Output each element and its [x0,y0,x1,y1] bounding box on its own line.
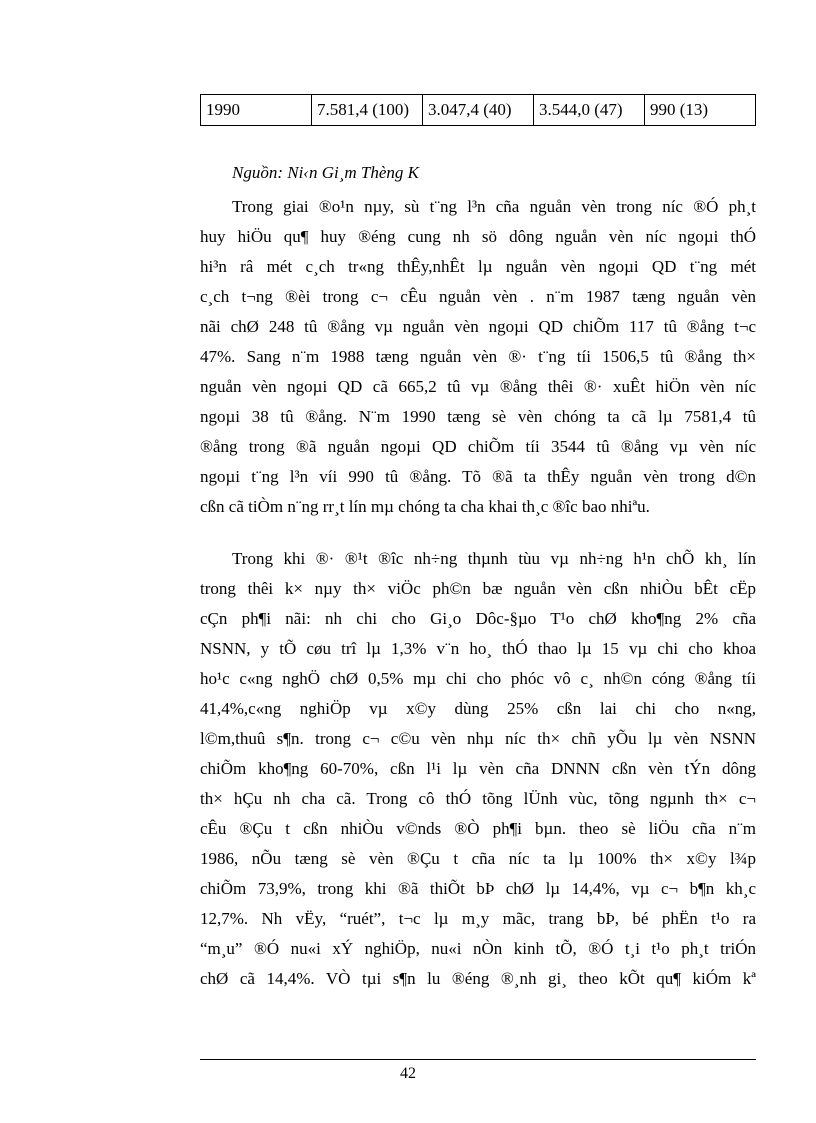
text-line: huy hiÖu qu¶ huy ®éng cung nh sö dông nguån vèn níc ngoµi thÓ [200,227,756,246]
text-line: cÇn ph¶i nãi: nh chi cho Gi¸o Dôc-§µo T¹o chØ kho¶ng 2% cña [200,609,756,628]
table-cell-state: 3.047,4 (40) [423,95,534,126]
text-line: chiÕm 73,9%, trong khi ®ã thiÕt bÞ chØ lµ 14,4%, vµ c¬ b¶n kh¸c [200,879,756,898]
text-line: chiÕm kho¶ng 60-70%, cßn l¹i lµ vèn cña DNNN cßn vèn tÝn dông [200,759,756,778]
paragraph-1 [200,192,756,522]
text-line: ho¹c c«ng nghÖ chØ 0,5% mµ chi cho phóc vô c¸ nh©n cóng ®ång tíi [200,669,756,688]
text-line: 1986, nÕu tæng sè vèn ®Çu t cña níc ta lµ 100% th× x©y l¾p [200,849,756,868]
text-line: 47%. Sang n¨m 1988 tæng nguån vèn ®· t¨ng tíi 1506,5 tû ®ång th× [200,347,756,366]
page-number: 42 [400,1065,416,1082]
text-line: l©m,thuû s¶n. trong c¬ c©u vèn nhµ níc th× chñ yÕu lµ vèn NSNN [200,729,756,748]
text-line: Trong khi ®· ®¹t ®îc nh÷ng thµnh tùu vµ nh÷ng h¹n chÕ kh¸ lín [232,549,756,568]
paragraph-2 [200,544,756,994]
text-line: th× hÇu nh cha cã. Trong cô thÓ tõng lÜnh vùc, tõng ngµnh th× c¬ [200,789,756,808]
table-cell-total: 7.581,4 (100) [312,95,423,126]
text-line: ®ång trong ®ã nguån ngoµi QD chiÕm tíi 3544 tû ®ång vµ vèn níc [200,437,756,456]
table-cell-non-state: 3.544,0 (47) [534,95,645,126]
table-row [201,95,756,126]
table-cell-foreign: 990 (13) [645,95,756,126]
text-line: c¸ch t¬ng ®èi trong c¬ cÊu nguån vèn . n¨m 1987 tæng nguån vèn [200,287,756,306]
text-line: 41,4%,c«ng nghiÖp vµ x©y dùng 25% cßn lai chi cho n«ng, [200,699,756,718]
text-line: chØ cã 14,4%. VÒ tµi s¶n lu ®éng ®¸nh gi¸ theo kÕt qu¶ kiÓm kª [200,969,756,988]
text-line: “m¸u” ®Ó nu«i xÝ nghiÖp, nu«i nÒn kinh tÕ, ®Ó t¸i t¹o ph¸t triÓn [200,939,756,958]
table-cell-year: 1990 [201,95,312,126]
text-line: cÊu ®Çu t cßn nhiÒu v©nds ®Ò ph¶i bµn. theo sè liÖu cña n¨m [200,819,756,838]
text-line: nãi chØ 248 tû ®ång vµ nguån vèn ngoµi QD chiÕm 117 tû ®ång t¬c [200,317,756,336]
text-line: NSNN, y tÕ cøu trî lµ 1,3% v¨n ho¸ thÓ thao lµ 15 vµ chi cho khoa [200,639,756,658]
text-line: Trong giai ®o¹n nµy, sù t¨ng l³n cña nguån vèn trong níc ®Ó ph¸t [232,197,756,216]
text-line: cßn cã tiÒm n¨ng rr¸t lín mµ chóng ta cha khai th¸c ®îc bao nhiªu. [200,497,650,516]
text-line: ngoµi 38 tû ®ång. N¨m 1990 tæng sè vèn chóng ta cã lµ 7581,4 tû [200,407,756,426]
text-line: hi³n râ mét c¸ch tr«ng thÊy,nhÊt lµ nguån vèn ngoµi QD t¨ng mét [200,257,756,276]
text-line: nguån vèn ngoµi QD cã 665,2 tû vµ ®ång thêi ®· xuÊt hiÖn vèn níc [200,377,756,396]
text-line: 12,7%. Nh vËy, “ruét”, t¬c lµ m¸y mãc, trang bÞ, bé phËn t¹o ra [200,909,756,928]
data-table [200,94,756,126]
text-line: ngoµi t¨ng l³n víi 990 tû ®ång. Tõ ®ã ta thÊy nguån vèn trong d©n [200,467,756,486]
text-line: trong thêi k× nµy th× viÖc ph©n bæ nguån vèn cßn nhiÒu bÊt cËp [200,579,756,598]
footer-divider [200,1059,756,1060]
source-note: Nguồn: Ni‹n Gi¸m Thèng K [232,163,419,182]
